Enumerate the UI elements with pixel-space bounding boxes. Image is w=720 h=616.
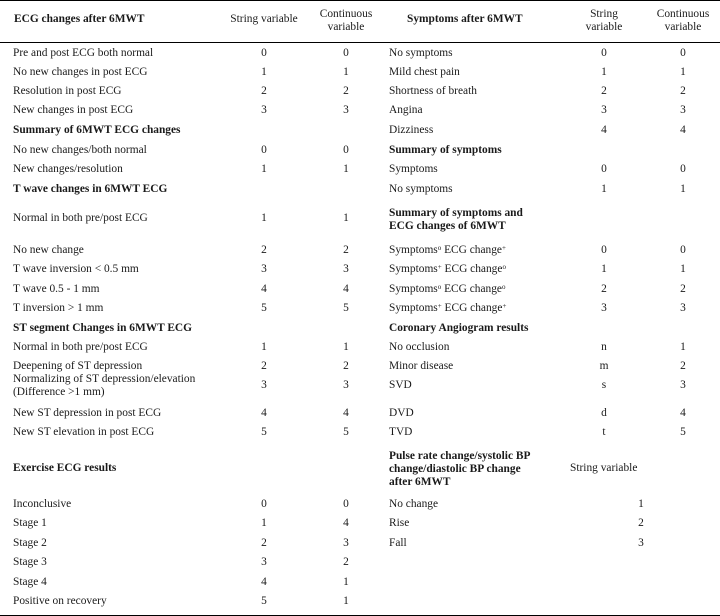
left-row-continuous-value: 2 bbox=[343, 85, 349, 97]
left-row-label: Positive on recovery bbox=[13, 595, 107, 607]
left-row-string-value: 1 bbox=[261, 66, 267, 78]
left-row-string-value: 3 bbox=[261, 263, 267, 275]
left-row-string-value: 4 bbox=[261, 576, 267, 588]
ecg-sign: o bbox=[502, 263, 506, 271]
right-row-string-value: n bbox=[601, 341, 607, 353]
left-row-string-value: 2 bbox=[261, 360, 267, 372]
right-row-label bbox=[389, 263, 506, 276]
right-row-label: TVD bbox=[389, 426, 413, 438]
left-row-string-value: 1 bbox=[261, 517, 267, 529]
right-row-label bbox=[389, 302, 506, 315]
row-label-text: Symptoms bbox=[389, 302, 438, 314]
left-row-string-value: 4 bbox=[261, 283, 267, 295]
left-header-string-variable: String variable bbox=[230, 13, 298, 25]
right-row-label: No occlusion bbox=[389, 341, 450, 353]
right-row-continuous-value: 4 bbox=[680, 407, 686, 419]
right-header-label: Symptoms after 6MWT bbox=[407, 13, 523, 25]
row-label-text: Symptoms bbox=[389, 244, 438, 256]
left-row-label: New changes/resolution bbox=[13, 163, 123, 175]
left-row-string-value: 1 bbox=[261, 163, 267, 175]
left-row-continuous-value: 2 bbox=[343, 244, 349, 256]
left-section-title-3: ST segment Changes in 6MWT ECG bbox=[13, 322, 193, 334]
table-header-rule bbox=[0, 42, 720, 43]
left-row-continuous-value: 5 bbox=[343, 302, 349, 314]
row-label-mid: ECG change bbox=[441, 302, 503, 314]
left-row-label: Stage 3 bbox=[13, 556, 47, 568]
right-row-label: SVD bbox=[389, 379, 412, 391]
right-row-continuous-value: 1 bbox=[680, 183, 686, 195]
right-section-title-1: Summary of symptoms bbox=[389, 144, 502, 156]
left-row-continuous-value: 0 bbox=[343, 47, 349, 59]
right-row-string-value: 4 bbox=[601, 124, 607, 136]
right-row-label bbox=[389, 283, 505, 296]
right-row-label: Rise bbox=[389, 517, 410, 529]
left-row-label: Inconclusive bbox=[13, 498, 72, 510]
left-row-label: New ST depression in post ECG bbox=[13, 407, 162, 419]
right-row-string-value: s bbox=[601, 379, 607, 391]
left-row-label: T wave inversion < 0.5 mm bbox=[13, 263, 139, 275]
left-section-title-4: Exercise ECG results bbox=[13, 462, 117, 474]
left-row-string-value: 3 bbox=[261, 556, 267, 568]
right-row-label: No symptoms bbox=[389, 47, 453, 59]
left-row-string-value: 1 bbox=[261, 212, 267, 224]
left-row-continuous-value: 3 bbox=[343, 537, 349, 549]
right-row-string-value: 1 bbox=[601, 263, 607, 275]
row-label-text: Symptoms bbox=[389, 283, 438, 295]
left-row-continuous-value: 1 bbox=[343, 212, 349, 224]
right-row-continuous-value: 5 bbox=[680, 426, 686, 438]
right-row-label: DVD bbox=[389, 407, 414, 419]
right-row-string-value: 0 bbox=[601, 244, 607, 256]
left-section-title-2: T wave changes in 6MWT ECG bbox=[13, 183, 168, 195]
right-row-continuous-value: 1 bbox=[680, 66, 686, 78]
left-row-string-value: 5 bbox=[261, 595, 267, 607]
right-row-label: Fall bbox=[389, 537, 407, 549]
left-row-continuous-value: 4 bbox=[343, 517, 349, 529]
right-header-string-variable: String variable bbox=[585, 8, 623, 33]
right-row-string-value: d bbox=[601, 407, 607, 419]
right-row-string-value: 3 bbox=[601, 302, 607, 314]
right-row-continuous-value: 4 bbox=[680, 124, 686, 136]
left-row-continuous-value: 1 bbox=[343, 163, 349, 175]
left-row-string-value: 3 bbox=[261, 379, 267, 391]
right-row-string-value: 1 bbox=[638, 498, 644, 510]
right-row-continuous-value: 2 bbox=[680, 360, 686, 372]
left-row-label: Pre and post ECG both normal bbox=[13, 47, 154, 59]
left-row-continuous-value: 0 bbox=[343, 144, 349, 156]
left-row-label: Resolution in post ECG bbox=[13, 85, 122, 97]
left-row-label: Stage 2 bbox=[13, 537, 47, 549]
left-row-continuous-value: 3 bbox=[343, 263, 349, 275]
left-row-string-value: 2 bbox=[261, 537, 267, 549]
row-label-mid: ECG change bbox=[441, 263, 503, 275]
left-row-continuous-value: 1 bbox=[343, 576, 349, 588]
right-row-label: Minor disease bbox=[389, 360, 454, 372]
left-row-label: No new change bbox=[13, 244, 84, 256]
left-row-continuous-value: 2 bbox=[343, 556, 349, 568]
right-row-label: No change bbox=[389, 498, 439, 510]
left-row-continuous-value: 3 bbox=[343, 379, 349, 391]
left-row-string-value: 5 bbox=[261, 426, 267, 438]
right-section-title-3: Coronary Angiogram results bbox=[389, 322, 529, 334]
right-row-string-value: t bbox=[602, 426, 606, 438]
right-header-continuous-variable: Continuous variable bbox=[656, 8, 710, 33]
left-row-continuous-value: 2 bbox=[343, 360, 349, 372]
left-header-continuous-variable: Continuous variable bbox=[319, 8, 373, 33]
right-row-continuous-value: 3 bbox=[680, 302, 686, 314]
left-row-continuous-value: 3 bbox=[343, 104, 349, 116]
left-row-label: Normalizing of ST depression/elevation bbox=[13, 373, 196, 385]
left-row-label: New changes in post ECG bbox=[13, 104, 134, 116]
right-row-string-value: 1 bbox=[601, 183, 607, 195]
left-row-string-value: 0 bbox=[261, 498, 267, 510]
right-row-continuous-value: 0 bbox=[680, 244, 686, 256]
right-row-continuous-value: 0 bbox=[680, 163, 686, 175]
right-row-label bbox=[389, 244, 506, 257]
right-row-string-value: m bbox=[599, 360, 609, 372]
symptom-sign: + bbox=[437, 302, 442, 310]
right-row-continuous-value: 1 bbox=[680, 341, 686, 353]
right-row-label: Mild chest pain bbox=[389, 66, 460, 78]
left-row-label-line2: (Difference >1 mm) bbox=[13, 386, 105, 398]
symptom-sign: o bbox=[437, 244, 442, 252]
left-section-title-1: Summary of 6MWT ECG changes bbox=[13, 124, 181, 136]
right-row-string-value: 0 bbox=[601, 163, 607, 175]
left-row-string-value: 5 bbox=[261, 302, 267, 314]
right-row-continuous-value: 1 bbox=[680, 263, 686, 275]
left-row-label: No new changes in post ECG bbox=[13, 66, 148, 78]
left-row-continuous-value: 1 bbox=[343, 66, 349, 78]
left-row-continuous-value: 1 bbox=[343, 595, 349, 607]
right-row-label: Angina bbox=[389, 104, 423, 116]
left-row-label: Normal in both pre/post ECG bbox=[13, 212, 148, 224]
left-row-label: Stage 1 bbox=[13, 517, 47, 529]
row-label-mid: ECG change bbox=[441, 283, 502, 295]
right-section-colhead-4: String variable bbox=[570, 462, 638, 474]
left-row-label: Normal in both pre/post ECG bbox=[13, 341, 148, 353]
left-row-label: Stage 4 bbox=[13, 576, 47, 588]
left-row-label: New ST elevation in post ECG bbox=[13, 426, 155, 438]
right-row-label: Dizziness bbox=[389, 124, 434, 136]
right-section-title-4-line3: after 6MWT bbox=[389, 476, 451, 488]
left-row-string-value: 2 bbox=[261, 244, 267, 256]
symptom-sign: o bbox=[437, 283, 442, 291]
left-row-string-value: 2 bbox=[261, 85, 267, 97]
right-row-continuous-value: 2 bbox=[680, 283, 686, 295]
left-row-string-value: 3 bbox=[261, 104, 267, 116]
left-row-label: T inversion > 1 mm bbox=[13, 302, 104, 314]
left-row-label: No new changes/both normal bbox=[13, 144, 147, 156]
symptom-sign: + bbox=[437, 263, 442, 271]
left-row-continuous-value: 1 bbox=[343, 341, 349, 353]
right-section-title-4-line2: change/diastolic BP change bbox=[389, 463, 521, 475]
right-row-continuous-value: 2 bbox=[680, 85, 686, 97]
left-row-string-value: 1 bbox=[261, 341, 267, 353]
left-row-label: Deepening of ST depression bbox=[13, 360, 143, 372]
ecg-sign: + bbox=[502, 302, 507, 310]
left-row-continuous-value: 4 bbox=[343, 283, 349, 295]
right-row-string-value: 3 bbox=[601, 104, 607, 116]
right-row-label: Symptoms bbox=[389, 163, 438, 175]
right-row-continuous-value: 3 bbox=[680, 104, 686, 116]
row-label-mid: ECG change bbox=[441, 244, 502, 256]
row-label-text: Symptoms bbox=[389, 263, 438, 275]
right-row-label: No symptoms bbox=[389, 183, 453, 195]
right-row-continuous-value: 3 bbox=[680, 379, 686, 391]
left-row-continuous-value: 0 bbox=[343, 498, 349, 510]
left-row-continuous-value: 5 bbox=[343, 426, 349, 438]
ecg-sign: o bbox=[501, 283, 506, 291]
left-row-label: T wave 0.5 - 1 mm bbox=[13, 283, 100, 295]
left-row-string-value: 0 bbox=[261, 144, 267, 156]
right-row-label: Shortness of breath bbox=[389, 85, 477, 97]
left-row-continuous-value: 4 bbox=[343, 407, 349, 419]
ecg-sign: + bbox=[501, 244, 506, 252]
right-row-string-value: 2 bbox=[638, 517, 644, 529]
right-row-continuous-value: 0 bbox=[680, 47, 686, 59]
right-section-title-2: Summary of symptoms and bbox=[389, 207, 523, 219]
right-row-string-value: 3 bbox=[638, 537, 644, 549]
right-row-string-value: 1 bbox=[601, 66, 607, 78]
right-section-title-2-line2: ECG changes of 6MWT bbox=[389, 220, 506, 232]
right-row-string-value: 2 bbox=[601, 283, 607, 295]
left-header-label: ECG changes after 6MWT bbox=[14, 13, 145, 25]
right-row-string-value: 0 bbox=[601, 47, 607, 59]
right-row-string-value: 2 bbox=[601, 85, 607, 97]
right-section-title-4: Pulse rate change/systolic BP bbox=[389, 450, 531, 462]
table-top-rule bbox=[0, 0, 720, 1]
left-row-string-value: 0 bbox=[261, 47, 267, 59]
left-row-string-value: 4 bbox=[261, 407, 267, 419]
